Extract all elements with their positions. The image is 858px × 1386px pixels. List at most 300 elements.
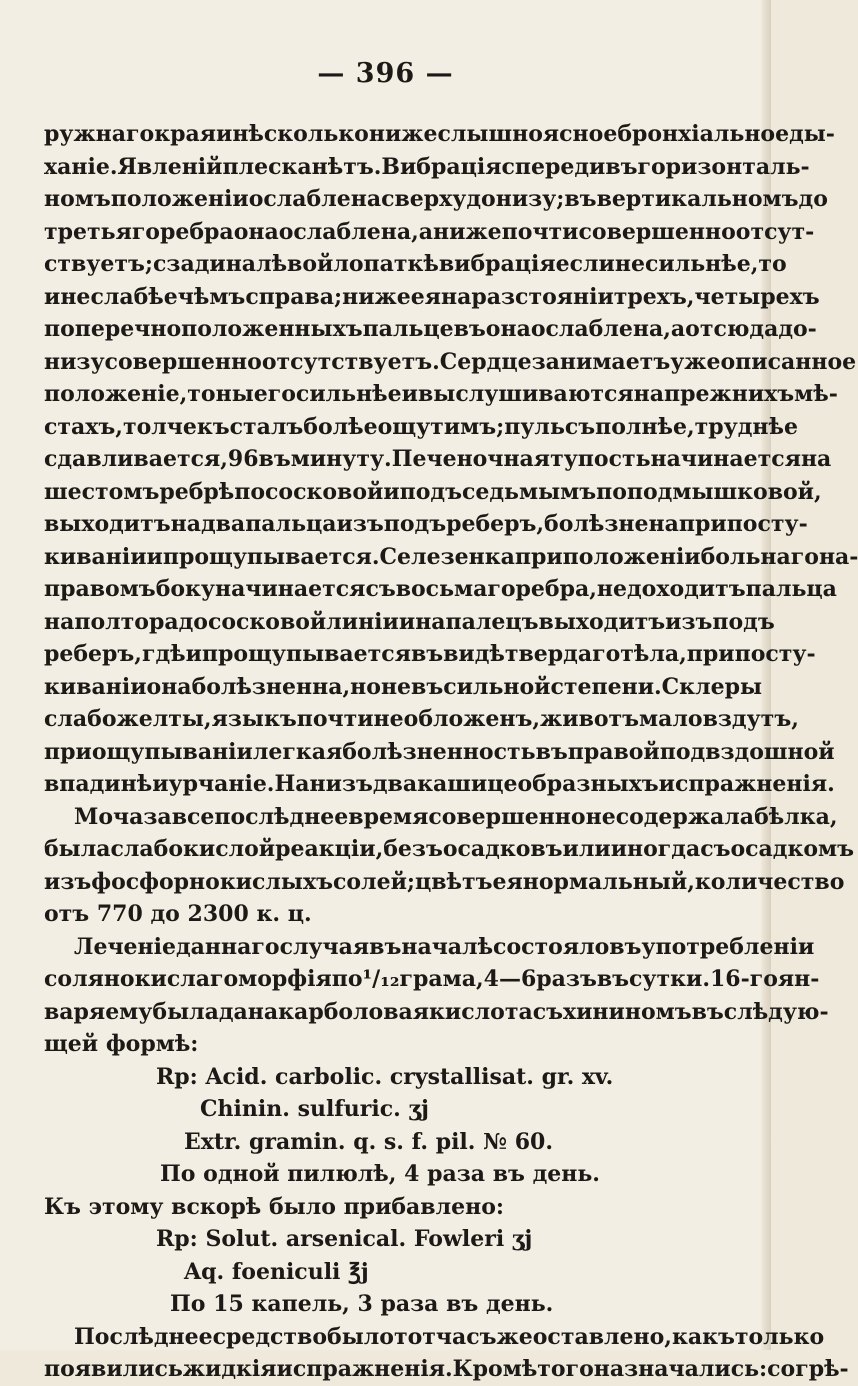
word: вскорѣ [171, 1193, 262, 1220]
word: изъ [44, 868, 92, 895]
word: ребра [159, 218, 234, 245]
word: на [800, 446, 832, 472]
word: изъ [665, 608, 713, 635]
word: того [537, 1356, 594, 1382]
word: иногда [610, 836, 701, 862]
text-line [44, 573, 837, 606]
word-gap [290, 1093, 298, 1126]
word: отсутствуетъ. [261, 348, 440, 375]
word: бронхіальное [617, 121, 790, 147]
word: начинается [215, 576, 366, 602]
word: кислота [429, 998, 533, 1025]
word: въ [535, 738, 568, 765]
word: тоны [187, 381, 254, 407]
word: даннаго [176, 933, 280, 960]
word: въ [369, 933, 402, 960]
word: xv. [581, 1063, 614, 1090]
word: и [383, 478, 400, 505]
word-gap [574, 1061, 582, 1094]
word: s. [383, 1128, 404, 1155]
word: грама, [399, 966, 484, 992]
word-gap [195, 1158, 203, 1191]
word: все [171, 803, 215, 830]
word-gap [438, 1288, 446, 1321]
text-line [44, 1353, 849, 1386]
word: прибавлено: [343, 1193, 505, 1220]
word-gap [376, 1126, 384, 1159]
word-gap [485, 1158, 493, 1191]
word: сдавливается, [44, 446, 228, 472]
word: ʒj [408, 1096, 429, 1122]
word: животъ [540, 706, 640, 732]
word: въ [258, 446, 291, 472]
word: седьмымъ [461, 478, 597, 505]
word: ʒj [511, 1226, 533, 1252]
word: занимаетъ [531, 348, 671, 375]
word: восьмаго [395, 576, 516, 602]
word: началѣ [401, 933, 494, 960]
word-gap [428, 1126, 436, 1159]
word: carbolic. [275, 1063, 383, 1090]
word: прощупывается [201, 641, 411, 667]
word: полнѣе, [595, 413, 695, 440]
text-line [44, 248, 787, 281]
word: подъ [399, 478, 462, 505]
word: труднѣе [694, 413, 799, 440]
word: цвѣтъ [415, 868, 493, 895]
word: foeniculi [231, 1258, 341, 1285]
word: солянокислаго [44, 966, 239, 992]
word: Rp: [156, 1063, 198, 1090]
word-gap [475, 1126, 483, 1159]
body-text [44, 118, 858, 1386]
word: два [200, 511, 246, 537]
word: вздутъ, [702, 706, 799, 732]
word: прощупывается. [162, 543, 380, 570]
word: стахъ, [44, 413, 123, 440]
word-gap [280, 1158, 288, 1191]
word: слѣдую- [723, 998, 829, 1025]
word: тѣла, [620, 641, 687, 667]
word: сильной [443, 673, 551, 700]
word: нормальный, [522, 868, 695, 895]
word-gap [163, 1191, 171, 1224]
text-line [44, 281, 820, 314]
word: пилюлѣ, [287, 1161, 397, 1187]
word: описанное [720, 348, 857, 375]
word: болѣзнена [544, 511, 679, 537]
word: тотчасъ [393, 1323, 497, 1350]
word: ощутимъ; [377, 413, 505, 440]
word: при [514, 543, 563, 570]
word: же [496, 1323, 533, 1350]
text-line [44, 833, 855, 866]
word: въ [410, 641, 444, 667]
word: обложенъ, [403, 706, 541, 732]
word: реберъ, [44, 641, 142, 667]
word-gap [261, 1191, 269, 1224]
word: а [418, 218, 434, 245]
word: была [44, 836, 111, 862]
word: толчекъ [122, 413, 230, 440]
text-line [44, 1191, 744, 1224]
word: шестомъ [44, 478, 160, 505]
word-gap [81, 1191, 89, 1224]
word: вертикальномъ [596, 186, 799, 212]
word: испражненія. [276, 1356, 453, 1382]
word-gap [224, 1256, 232, 1289]
word-gap [143, 898, 151, 931]
word: до- [778, 316, 817, 342]
word: въ [605, 153, 638, 180]
word: съ [700, 836, 731, 862]
word: вибрація [438, 251, 556, 277]
word: она [485, 316, 531, 342]
word: реакціи, [275, 836, 384, 862]
word: По [160, 1161, 196, 1187]
word: на [170, 511, 201, 537]
word: не [614, 251, 645, 277]
word: почти [296, 706, 374, 732]
word: не [373, 706, 404, 732]
word: положеніи [562, 543, 701, 570]
word: gr. [541, 1063, 575, 1090]
word: случая [279, 933, 370, 960]
word: въ [564, 186, 597, 212]
word: сосковой [207, 608, 327, 635]
word: щей [44, 1031, 99, 1057]
word: донизу; [466, 186, 565, 212]
word: съ [532, 998, 563, 1025]
word: пальцевъ [362, 316, 486, 342]
word: минуту. [290, 446, 392, 472]
word: q. [353, 1128, 377, 1155]
word: въ [596, 966, 630, 992]
word: плеска [222, 153, 312, 180]
word-gap [419, 1158, 427, 1191]
word: мало [639, 706, 703, 732]
word: слабо [44, 706, 117, 732]
word: ствуетъ; [44, 251, 154, 277]
word: до [150, 901, 180, 927]
word: формѣ: [105, 1031, 199, 1057]
word: одной [203, 1161, 280, 1187]
text-line [44, 898, 744, 931]
word: ц. [287, 901, 312, 927]
text-line [44, 541, 858, 574]
word: болѣзненность [342, 738, 536, 765]
word: доходитъ [627, 576, 746, 602]
word: по [331, 966, 363, 992]
word: въ [411, 673, 444, 700]
word: 4 [404, 1161, 420, 1187]
word: ян- [777, 966, 820, 992]
word-gap [534, 1061, 542, 1094]
word: этому [88, 1193, 164, 1220]
word: pil. [435, 1128, 476, 1155]
word: по [234, 478, 266, 505]
word: По [170, 1291, 206, 1317]
word: gramin. [248, 1128, 346, 1155]
word: Rp: [156, 1226, 198, 1252]
word: при [44, 738, 92, 765]
word: выходитъ [44, 511, 171, 537]
word: карболовая [278, 998, 430, 1025]
text-line [44, 736, 835, 769]
word: подъ [383, 511, 447, 537]
text-line [44, 606, 775, 639]
word: а [670, 316, 686, 342]
word-gap [241, 1126, 249, 1159]
word: твердаго [504, 641, 621, 667]
word: день. [532, 1161, 600, 1187]
word: начинается [650, 446, 801, 472]
text-line [44, 313, 817, 346]
word-gap [507, 1126, 515, 1159]
word: слабокислой [110, 836, 276, 862]
word-gap [280, 898, 288, 931]
word: совершенно [428, 803, 586, 830]
word: нѣсколько [232, 121, 369, 147]
word: больнаго [700, 543, 819, 570]
word: сильнѣе [295, 381, 402, 407]
word: края [154, 121, 216, 147]
word-gap [180, 898, 188, 931]
word: к. [256, 901, 280, 927]
word: употребленіи [641, 933, 815, 960]
word: не [380, 673, 412, 700]
text-line [44, 703, 799, 736]
word: и [44, 283, 61, 310]
word: въ [446, 1291, 479, 1317]
word: не [60, 283, 91, 310]
word: правой [567, 738, 660, 765]
word: фосфорнокислыхъ [91, 868, 333, 895]
word: было [327, 1323, 394, 1350]
word-gap [267, 1061, 275, 1094]
word: было [268, 1193, 336, 1220]
text-line [44, 996, 829, 1029]
word-gap [249, 898, 257, 931]
text-line [44, 378, 838, 411]
word-gap [401, 1093, 409, 1126]
word: хининомъ [563, 998, 692, 1025]
word: и [146, 543, 163, 570]
text-line [44, 443, 832, 476]
word: при [678, 511, 727, 537]
word: ℥j [348, 1258, 369, 1285]
word: положеніе, [44, 381, 188, 407]
word: посту- [726, 511, 808, 537]
word: день. [485, 1291, 554, 1317]
word: ея [410, 283, 442, 310]
word: правомъ [44, 576, 156, 602]
word: палецъ [445, 608, 539, 635]
word-gap [373, 1288, 381, 1321]
word-gap [198, 1223, 206, 1256]
text-line [44, 151, 810, 184]
word: легкая [252, 738, 343, 765]
word: Нанизъ [274, 771, 373, 797]
word: Acid. [205, 1063, 268, 1090]
word: болѣзненна, [191, 673, 351, 700]
word: спереди [501, 153, 606, 180]
word: прежнихъ [664, 381, 795, 407]
text-line [44, 1288, 744, 1321]
word: за [143, 803, 172, 830]
text-line [44, 638, 816, 671]
word: киваніи [44, 673, 147, 700]
word-gap [336, 1191, 344, 1224]
word: не [585, 803, 616, 830]
word: Chinin. [200, 1096, 290, 1122]
word-gap [525, 1158, 533, 1191]
word-gap [350, 1288, 358, 1321]
word: ниже [342, 283, 411, 310]
word: какъ [671, 1323, 735, 1350]
word: сутки. [629, 966, 710, 992]
word: ды- [789, 121, 835, 147]
word: поперечно [44, 316, 182, 342]
word: Моча [74, 803, 144, 830]
word: гдѣ [141, 641, 186, 667]
text-line [44, 1093, 744, 1126]
word: полтора [74, 608, 179, 635]
word: Кромѣ [452, 1356, 538, 1382]
word: она [233, 218, 279, 245]
word: она [146, 673, 192, 700]
text-line [44, 118, 835, 151]
word: ниже [433, 218, 502, 245]
word-gap [478, 1288, 486, 1321]
text-line [44, 1223, 744, 1256]
word: время [348, 803, 429, 830]
word: 3 [357, 1291, 373, 1317]
text-line [44, 671, 763, 704]
word: раза [427, 1161, 486, 1187]
word: содержала [615, 803, 755, 830]
text-line [44, 1126, 744, 1159]
text-line [44, 1321, 825, 1354]
word: урчаніе. [168, 771, 275, 797]
word: 15 [213, 1291, 244, 1317]
word-gap [278, 1223, 286, 1256]
word: Селезенка [379, 543, 515, 570]
word: ружнаго [44, 121, 155, 147]
word: 60. [514, 1128, 554, 1155]
word: arsenical. [285, 1226, 407, 1252]
word: на [225, 251, 257, 277]
word: отъ [44, 901, 90, 927]
word: съ [365, 576, 396, 602]
word: 2300 [187, 901, 249, 927]
text-line [44, 1256, 744, 1289]
word: уже [670, 348, 721, 375]
word-gap [244, 1288, 252, 1321]
word: до [178, 608, 208, 635]
word: подъ [712, 608, 775, 635]
word: капель, [251, 1291, 350, 1317]
word: положеніи [110, 186, 249, 212]
word: ребра, [515, 576, 597, 602]
word: пальца [745, 576, 837, 602]
word: № [483, 1128, 508, 1155]
word: послѣднее [214, 803, 349, 830]
word: назначались: [593, 1356, 768, 1382]
word: Extr. [184, 1128, 242, 1155]
word: четырехъ [694, 283, 820, 310]
word: бѣлка, [754, 803, 838, 830]
text-line [44, 801, 838, 834]
word: была [152, 998, 219, 1025]
word: положенныхъ [181, 316, 363, 342]
word-gap [404, 1126, 412, 1159]
word: 16-го [710, 966, 778, 992]
word: и [398, 608, 416, 635]
word: но [350, 673, 381, 700]
word: ¹/₁₂ [362, 966, 400, 992]
word: Aq. [184, 1258, 225, 1285]
word: разстояніи [471, 283, 614, 310]
word-gap [382, 1061, 390, 1094]
text-line [44, 508, 808, 541]
word: сосковой [265, 478, 384, 505]
word: sulfuric. [297, 1096, 401, 1122]
word: выслушиваются [417, 381, 634, 407]
word: осадкомъ [730, 836, 855, 862]
word: Solut. [205, 1226, 279, 1252]
word: болѣе [303, 413, 378, 440]
word: киваніи [44, 543, 147, 570]
word: совершенно [104, 348, 262, 375]
word: не [596, 576, 627, 602]
word: ребрѣ [159, 478, 235, 505]
text-line [44, 1028, 744, 1061]
word: пульсъ [504, 413, 596, 440]
word: ослаблена [248, 186, 382, 212]
text-line [44, 866, 845, 899]
word: Леченіе [74, 933, 177, 960]
word: ослаблена, [278, 218, 419, 245]
word: согрѣ- [767, 1356, 849, 1382]
word: то [758, 251, 787, 277]
word: ясное [542, 121, 618, 147]
text-line [44, 1158, 744, 1191]
word: номъ [44, 186, 111, 212]
word: ниже [368, 121, 438, 147]
text-line [44, 411, 799, 444]
word: или [562, 836, 611, 862]
word: сверху [381, 186, 467, 212]
text-line [44, 931, 815, 964]
word-gap [205, 1288, 213, 1321]
word: Fowleri [413, 1226, 505, 1252]
word: нѣтъ. [311, 153, 382, 180]
word: только [734, 1323, 825, 1350]
word: подмышковой, [626, 478, 822, 505]
word: лопаткѣ [333, 251, 439, 277]
word: на [441, 283, 472, 310]
word: ему [105, 998, 153, 1025]
word: на [44, 608, 75, 635]
word: слышно [437, 121, 543, 147]
word: солей; [332, 868, 416, 895]
word: ослаблена, [530, 316, 671, 342]
word-gap [396, 1158, 404, 1191]
word: жидкія [182, 1356, 277, 1382]
word: слабѣе [90, 283, 178, 310]
word: лѣвой [256, 251, 334, 277]
